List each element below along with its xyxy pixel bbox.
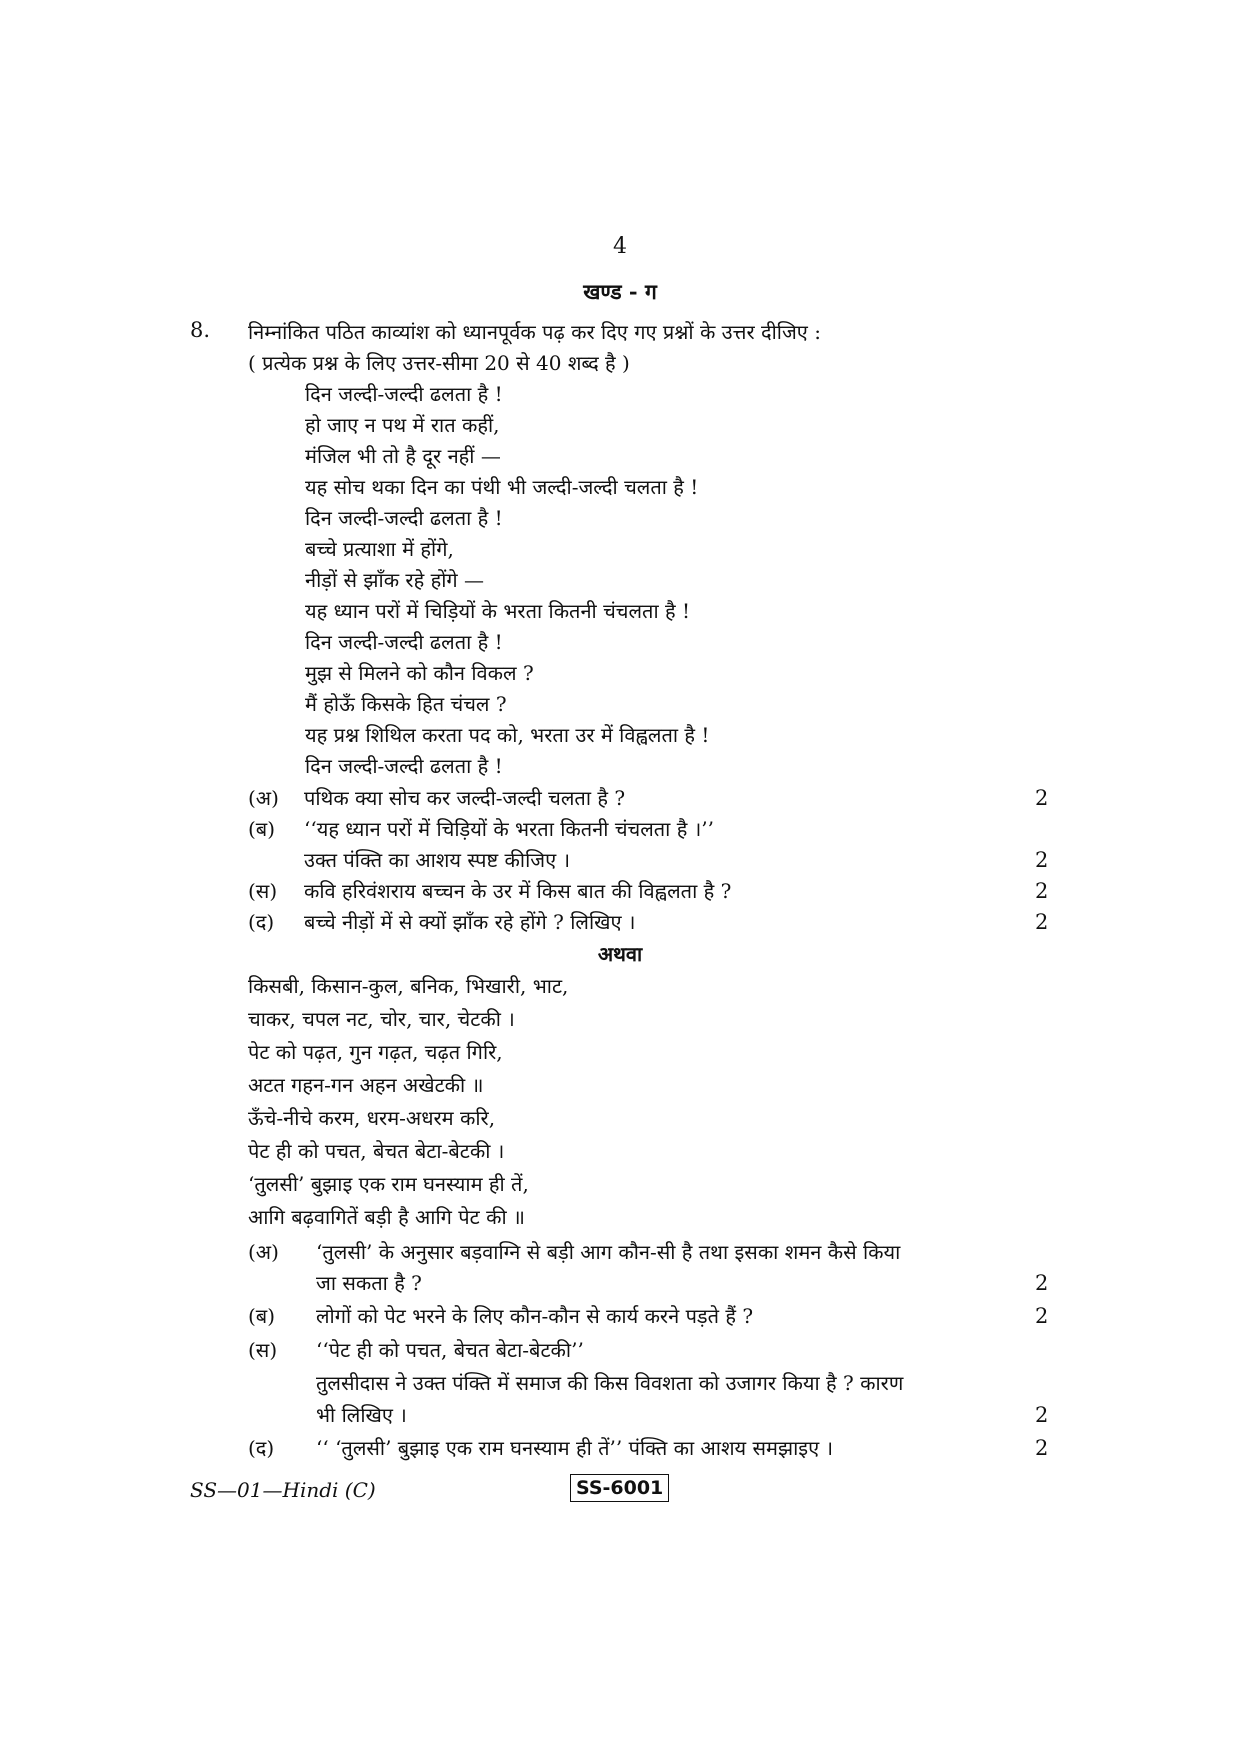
alt-sub-question-label: (अ) — [248, 1240, 279, 1264]
question-number: 8. — [190, 318, 211, 342]
or-heading: अथवा — [597, 942, 643, 966]
poem-line: दिन जल्दी-जल्दी ढलता है ! — [305, 754, 503, 778]
sub-question-text: पथिक क्या सोच कर जल्दी-जल्दी चलता है ? — [304, 786, 626, 810]
alt-sub-question-text: ‘‘पेट ही को पचत, बेचत बेटा-बेटकी’’ — [316, 1338, 584, 1362]
alt-sub-question-text: ‘तुलसी’ के अनुसार बड़वाग्नि से बड़ी आग कौन-सी है तथा इसका शमन कैसे किया — [316, 1240, 901, 1264]
section-heading: खण्ड - ग — [583, 279, 657, 304]
alt-poem-line: अटत गहन-गन अहन अखेटकी ॥ — [248, 1073, 484, 1097]
footer-paper-code: SS—01—Hindi (C) — [190, 1478, 376, 1502]
alt-poem-line: आगि बढ़वागितें बड़ी है आगि पेट की ॥ — [248, 1205, 525, 1229]
poem-line: दिन जल्दी-जल्दी ढलता है ! — [305, 506, 503, 530]
poem-line: यह ध्यान परों में चिड़ियों के भरता कितनी चंचलता है ! — [305, 599, 691, 623]
sub-question-label: (अ) — [248, 786, 279, 810]
footer-paper-id-box: SS-6001 — [570, 1474, 669, 1502]
poem-line: दिन जल्दी-जल्दी ढलता है ! — [305, 382, 503, 406]
marks: 2 — [1035, 879, 1049, 903]
marks: 2 — [1035, 1403, 1049, 1427]
poem-line: दिन जल्दी-जल्दी ढलता है ! — [305, 630, 503, 654]
alt-poem-line: किसबी, किसान-कुल, बनिक, भिखारी, भाट, — [248, 974, 569, 998]
sub-question-text: ‘‘यह ध्यान परों में चिड़ियों के भरता कितनी चंचलता है ।’’ — [304, 817, 714, 841]
alt-poem-line: पेट ही को पचत, बेचत बेटा-बेटकी । — [248, 1139, 505, 1163]
word-limit-note: ( प्रत्येक प्रश्न के लिए उत्तर-सीमा 20 से 40 शब्द है ) — [248, 351, 630, 375]
alt-sub-question-text: तुलसीदास ने उक्त पंक्ति में समाज की किस विवशता को उजागर किया है ? कारण — [316, 1371, 904, 1395]
marks: 2 — [1035, 848, 1049, 872]
sub-question-label: (ब) — [248, 817, 276, 841]
page-number: 4 — [613, 234, 627, 259]
sub-question-text: उक्त पंक्ति का आशय स्पष्ट कीजिए । — [304, 848, 571, 872]
marks: 2 — [1035, 786, 1049, 810]
poem-line: यह प्रश्न शिथिल करता पद को, भरता उर में विह्वलता है ! — [305, 723, 710, 747]
sub-question-text: कवि हरिवंशराय बच्चन के उर में किस बात की विह्वलता है ? — [304, 879, 732, 903]
alt-sub-question-label: (स) — [248, 1338, 278, 1362]
alt-poem-line: ‘तुलसी’ बुझाइ एक राम घनस्याम ही तें, — [248, 1172, 529, 1196]
alt-sub-question-text: जा सकता है ? — [316, 1271, 422, 1295]
sub-question-text: बच्चे नीड़ों में से क्यों झाँक रहे होंगे ? लिखिए । — [304, 910, 636, 934]
sub-question-label: (स) — [248, 879, 278, 903]
alt-poem-line: चाकर, चपल नट, चोर, चार, चेटकी । — [248, 1007, 515, 1031]
question-instruction: निम्नांकित पठित काव्यांश को ध्यानपूर्वक पढ़ कर दिए गए प्रश्नों के उत्तर दीजिए : — [248, 320, 821, 344]
alt-sub-question-text: लोगों को पेट भरने के लिए कौन-कौन से कार्य करने पड़ते हैं ? — [316, 1304, 754, 1328]
poem-line: मैं होऊँ किसके हित चंचल ? — [305, 692, 507, 716]
alt-poem-line: पेट को पढ़त, गुन गढ़त, चढ़त गिरि, — [248, 1040, 503, 1064]
marks: 2 — [1035, 910, 1049, 934]
poem-line: यह सोच थका दिन का पंथी भी जल्दी-जल्दी चलता है ! — [305, 475, 699, 499]
poem-line: हो जाए न पथ में रात कहीं, — [305, 413, 500, 437]
marks: 2 — [1035, 1304, 1049, 1328]
alt-sub-question-text: ‘‘ ‘तुलसी’ बुझाइ एक राम घनस्याम ही तें’’ पंक्ति का आशय समझाइए । — [316, 1436, 834, 1460]
alt-sub-question-label: (द) — [248, 1436, 275, 1460]
poem-line: मंजिल भी तो है दूर नहीं — — [305, 444, 501, 468]
alt-poem-line: ऊँचे-नीचे करम, धरम-अधरम करि, — [248, 1106, 496, 1130]
poem-line: बच्चे प्रत्याशा में होंगे, — [305, 537, 454, 561]
poem-line: नीड़ों से झाँक रहे होंगे — — [305, 568, 484, 592]
alt-sub-question-text: भी लिखिए । — [316, 1403, 407, 1427]
poem-line: मुझ से मिलने को कौन विकल ? — [305, 661, 534, 685]
alt-sub-question-label: (ब) — [248, 1304, 276, 1328]
marks: 2 — [1035, 1436, 1049, 1460]
sub-question-label: (द) — [248, 910, 275, 934]
marks: 2 — [1035, 1271, 1049, 1295]
